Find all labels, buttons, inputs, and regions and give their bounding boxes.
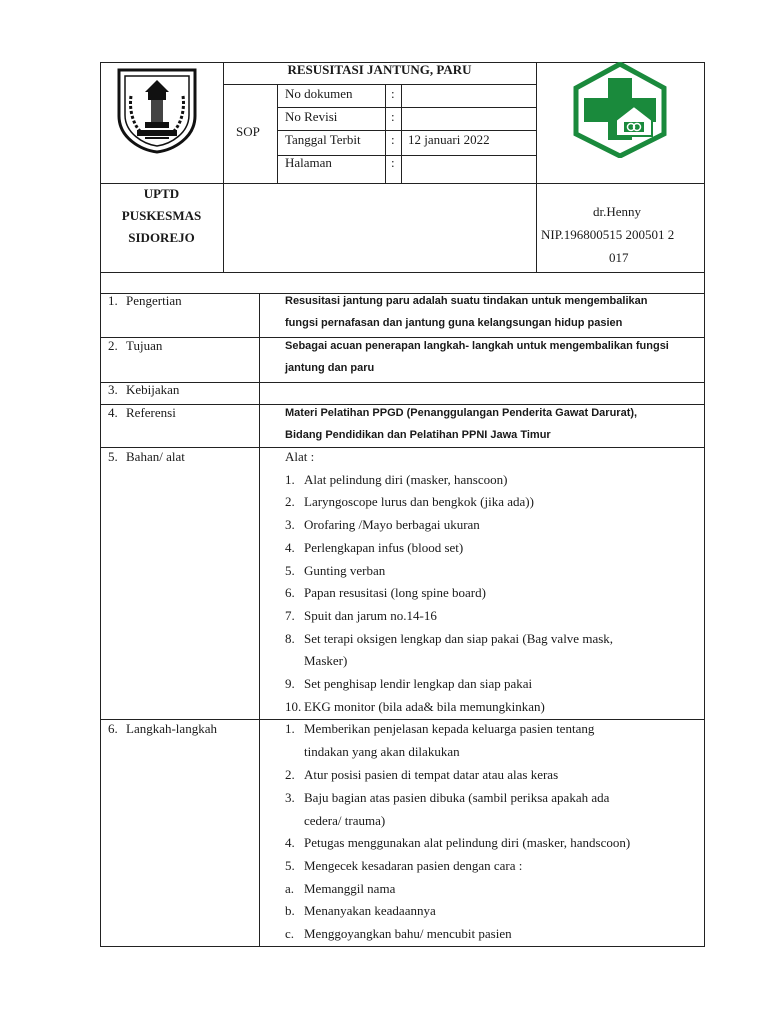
langkah-item-number: 3. xyxy=(285,790,295,805)
langkah-subitem-letter: c. xyxy=(285,926,295,941)
langkah-item-text: Mengecek kesadaran pasien dengan cara : xyxy=(304,858,523,873)
section-number-langkah: 6. xyxy=(108,721,118,736)
body-divider xyxy=(259,293,260,947)
title-underline xyxy=(223,84,536,85)
meta-label-page: Halaman xyxy=(285,155,332,170)
alat-item-number: 1. xyxy=(285,472,295,487)
alat-item-number: 3. xyxy=(285,517,295,532)
meta-row-1 xyxy=(277,107,536,108)
langkah-item-text-continued: tindakan yang akan dilakukan xyxy=(304,744,460,759)
langkah-item-text: Memberikan penjelasan kepada keluarga pasien tentang xyxy=(304,721,595,736)
langkah-subitem-text: Menggoyangkan bahu/ mencubit pasien xyxy=(304,926,512,941)
alat-item-text: Set terapi oksigen lengkap dan siap pakai (Bag valve mask, xyxy=(304,631,614,646)
alat-item-text: Orofaring /Mayo berbagai ukuran xyxy=(304,517,480,532)
langkah-item-text-continued: cedera/ trauma) xyxy=(304,813,386,828)
section-label-kebijakan: Kebijakan xyxy=(126,382,180,397)
meta-sep-page: : xyxy=(391,155,395,170)
section-number-bahan-alat: 5. xyxy=(108,449,118,464)
row-divider-2 xyxy=(100,382,704,383)
alat-item-text-continued: Masker) xyxy=(304,653,348,668)
document-title: RESUSITASI JANTUNG, PARU xyxy=(287,62,472,77)
langkah-subitem-text: Menanyakan keadaannya xyxy=(304,903,436,918)
langkah-item-number: 2. xyxy=(285,767,295,782)
alat-item-text: EKG monitor (bila ada& bila memungkinkan) xyxy=(304,699,545,714)
langkah-item-text: Petugas menggunakan alat pelindung diri (masker, handscoon) xyxy=(304,835,631,850)
section-number-kebijakan: 3. xyxy=(108,382,118,397)
section-label-tujuan: Tujuan xyxy=(126,338,163,353)
frame-right xyxy=(704,62,705,947)
langkah-item-number: 4. xyxy=(285,835,295,850)
sop-label: SOP xyxy=(236,124,260,139)
meta-value-issue-date: 12 januari 2022 xyxy=(408,132,490,147)
langkah-subitem-letter: b. xyxy=(285,903,295,918)
signer-nip-line-2: 017 xyxy=(609,250,629,265)
meta-sep-left xyxy=(385,84,386,184)
puskesmas-logo xyxy=(570,62,670,158)
signer-nip-line-1: NIP.196800515 200501 2 xyxy=(541,227,675,242)
meta-row-2 xyxy=(277,130,536,131)
signer-name: dr.Henny xyxy=(593,204,642,219)
meta-label-issue-date: Tanggal Terbit xyxy=(285,132,361,147)
alat-item-number: 4. xyxy=(285,540,295,555)
referensi-text-line-1: Materi Pelatihan PPGD (Penanggulangan Penderita Gawat Darurat), xyxy=(285,407,638,419)
row-divider-4 xyxy=(100,447,704,448)
alat-item-number: 5. xyxy=(285,563,295,578)
alat-item-text: Alat pelindung diri (masker, hanscoon) xyxy=(304,472,508,487)
meta-label-revision: No Revisi xyxy=(285,109,338,124)
langkah-subitem-letter: a. xyxy=(285,881,295,896)
meta-sep-issue-date: : xyxy=(391,132,395,147)
meta-sep-revision: : xyxy=(391,109,395,124)
alat-item-number: 2. xyxy=(285,494,295,509)
org-name-line-1: UPTD xyxy=(143,186,180,201)
alat-item-number: 9. xyxy=(285,676,295,691)
tujuan-text-line-1: Sebagai acuan penerapan langkah- langkah untuk mengembalikan fungsi xyxy=(285,340,669,352)
org-name-line-2: PUSKESMAS xyxy=(121,208,202,223)
langkah-item-number: 1. xyxy=(285,721,295,736)
alat-item-number: 10. xyxy=(285,699,302,714)
bahan-alat-intro: Alat : xyxy=(285,449,315,464)
pengertian-text-line-1: Resusitasi jantung paru adalah suatu tindakan untuk mengembalikan xyxy=(285,295,648,307)
header-divider-2 xyxy=(536,62,537,272)
tujuan-text-line-2: jantung dan paru xyxy=(285,362,375,374)
regional-emblem-logo xyxy=(115,66,199,154)
section-number-referensi: 4. xyxy=(108,405,118,420)
alat-item-text: Laryngoscope lurus dan bengkok (jika ada)) xyxy=(304,494,534,509)
alat-item-text: Spuit dan jarum no.14-16 xyxy=(304,608,437,623)
org-name-line-3: SIDOREJO xyxy=(128,230,195,245)
alat-item-text: Perlengkapan infus (blood set) xyxy=(304,540,464,555)
header-divider-1 xyxy=(223,62,224,272)
header-bottom xyxy=(100,272,704,273)
pengertian-text-line-2: fungsi pernafasan dan jantung guna kelangsungan hidup pasien xyxy=(285,317,623,329)
langkah-item-text: Atur posisi pasien di tempat datar atau alas keras xyxy=(304,767,559,782)
langkah-item-number: 5. xyxy=(285,858,295,873)
meta-left xyxy=(277,84,278,184)
frame-bottom xyxy=(100,946,705,947)
alat-item-number: 6. xyxy=(285,585,295,600)
row-divider-5 xyxy=(100,719,704,720)
langkah-subitem-text: Memanggil nama xyxy=(304,881,396,896)
alat-item-text: Papan resusitasi (long spine board) xyxy=(304,585,486,600)
section-number-pengertian: 1. xyxy=(108,293,118,308)
section-label-pengertian: Pengertian xyxy=(126,293,182,308)
section-label-bahan-alat: Bahan/ alat xyxy=(126,449,185,464)
section-number-tujuan: 2. xyxy=(108,338,118,353)
alat-item-text: Set penghisap lendir lengkap dan siap pakai xyxy=(304,676,533,691)
section-label-langkah: Langkah-langkah xyxy=(126,721,217,736)
meta-sep-right xyxy=(401,84,402,184)
referensi-text-line-2: Bidang Pendidikan dan Pelatihan PPNI Jawa Timur xyxy=(285,429,551,441)
section-label-referensi: Referensi xyxy=(126,405,176,420)
alat-item-text: Gunting verban xyxy=(304,563,386,578)
alat-item-number: 7. xyxy=(285,608,295,623)
alat-item-number: 8. xyxy=(285,631,295,646)
meta-label-doc-number: No dokumen xyxy=(285,86,353,101)
meta-sep-doc-number: : xyxy=(391,86,395,101)
langkah-item-text: Baju bagian atas pasien dibuka (sambil periksa apakah ada xyxy=(304,790,610,805)
